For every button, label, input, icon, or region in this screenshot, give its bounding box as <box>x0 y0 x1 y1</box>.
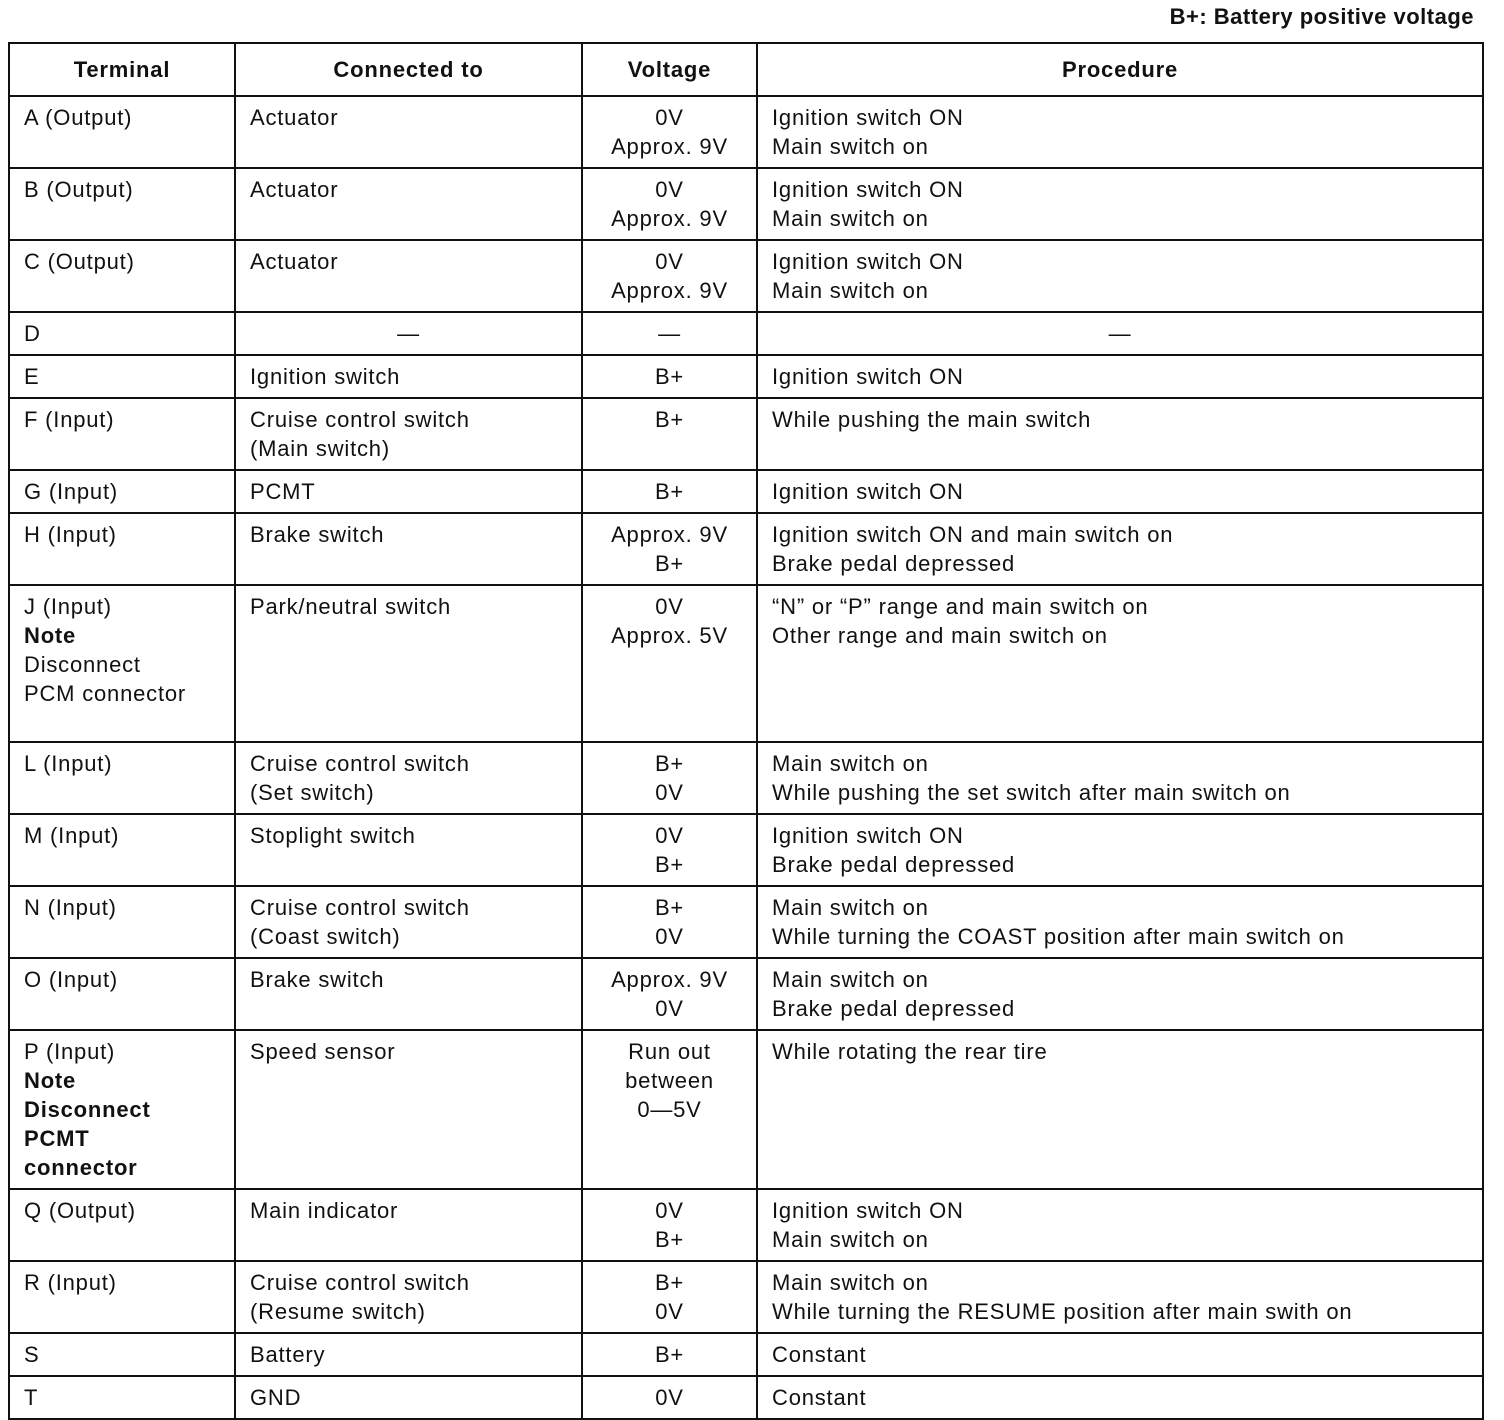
cell-line: H (Input) <box>24 522 117 547</box>
header-procedure: Procedure <box>757 43 1483 96</box>
procedure-cell <box>757 742 1483 814</box>
cell-line: 0V <box>655 823 684 848</box>
cell-line: Cruise control switch <box>250 407 470 432</box>
terminal-cell <box>9 1189 235 1261</box>
cell-line: B+ <box>654 895 685 920</box>
cell-line: B+ <box>654 364 685 389</box>
table-row <box>9 742 1483 814</box>
voltage-cell <box>582 1030 757 1189</box>
cell-line: 0V <box>655 1299 684 1324</box>
terminal-cell <box>9 814 235 886</box>
cell-line: B+ <box>654 751 685 776</box>
cell-line: PCMT <box>250 479 316 504</box>
terminal-cell <box>9 96 235 168</box>
cell-line: Approx. 9V <box>611 522 728 547</box>
table-row <box>9 1261 1483 1333</box>
cell-line: C (Output) <box>24 249 135 274</box>
terminal-cell <box>9 886 235 958</box>
terminal-cell <box>9 1333 235 1376</box>
cell-line: Brake pedal depressed <box>772 852 1016 877</box>
terminal-cell <box>9 312 235 355</box>
cell-line: B+ <box>654 407 685 432</box>
cell-line: Ignition switch ON <box>772 249 964 274</box>
battery-voltage-legend: B+: Battery positive voltage <box>1169 4 1474 29</box>
terminal-note-line: Note <box>24 623 77 648</box>
cell-line: B+ <box>654 1342 685 1367</box>
cell-line: Cruise control switch <box>250 895 470 920</box>
cell-line: Main switch on <box>772 206 929 231</box>
table-row <box>9 96 1483 168</box>
terminal-note-line: PCMT <box>24 1126 90 1151</box>
cell-line: Approx. 9V <box>611 967 728 992</box>
terminal-cell <box>9 742 235 814</box>
cell-line: — <box>1108 321 1132 346</box>
cell-line: B+ <box>654 551 685 576</box>
cell-line: Actuator <box>250 249 339 274</box>
cell-line: Ignition switch ON <box>772 177 964 202</box>
cell-line: Ignition switch ON <box>772 364 964 389</box>
cell-line: Approx. 9V <box>611 134 728 159</box>
terminal-voltage-table <box>8 42 1484 1420</box>
procedure-cell <box>757 96 1483 168</box>
procedure-cell <box>757 1261 1483 1333</box>
cell-line: GND <box>250 1385 302 1410</box>
cell-line: — <box>658 321 681 346</box>
connected-to-cell <box>235 96 582 168</box>
cell-line: Actuator <box>250 177 339 202</box>
table-body <box>9 96 1483 1419</box>
terminal-cell <box>9 398 235 470</box>
cell-line: 0V <box>655 1385 684 1410</box>
cell-line: (Set switch) <box>250 780 375 805</box>
cell-line: F (Input) <box>24 407 115 432</box>
table-row <box>9 958 1483 1030</box>
cell-line: Brake switch <box>250 522 385 547</box>
cell-line: 0V <box>655 924 684 949</box>
terminal-cell <box>9 585 235 742</box>
table-row <box>9 585 1483 742</box>
cell-line: Cruise control switch <box>250 751 470 776</box>
header-connected-to: Connected to <box>235 43 582 96</box>
connected-to-cell <box>235 585 582 742</box>
cell-line: Approx. 9V <box>611 278 728 303</box>
table-row <box>9 398 1483 470</box>
terminal-note-line: Disconnect <box>24 1097 151 1122</box>
cell-line: Constant <box>772 1385 867 1410</box>
procedure-cell <box>757 168 1483 240</box>
connected-to-cell <box>235 958 582 1030</box>
cell-line: Battery <box>250 1342 326 1367</box>
connected-to-cell <box>235 814 582 886</box>
cell-line: 0V <box>655 594 684 619</box>
cell-line: While rotating the rear tire <box>772 1039 1048 1064</box>
cell-line: Actuator <box>250 105 339 130</box>
procedure-cell <box>757 240 1483 312</box>
cell-line: 0V <box>655 249 684 274</box>
cell-line: Main switch on <box>772 1270 929 1295</box>
voltage-cell <box>582 312 757 355</box>
procedure-cell <box>757 513 1483 585</box>
cell-line: A (Output) <box>24 105 133 130</box>
terminal-cell <box>9 355 235 398</box>
terminal-cell <box>9 168 235 240</box>
cell-line: G (Input) <box>24 479 119 504</box>
cell-line: Approx. 9V <box>611 206 728 231</box>
procedure-cell <box>757 886 1483 958</box>
cell-line: Main switch on <box>772 751 929 776</box>
cell-line: While turning the COAST position after main switch on <box>772 924 1345 949</box>
cell-line: Run out <box>628 1039 711 1064</box>
connected-to-cell <box>235 470 582 513</box>
terminal-cell <box>9 1376 235 1419</box>
table-row <box>9 1376 1483 1419</box>
procedure-cell <box>757 470 1483 513</box>
cell-line: Ignition switch ON <box>772 105 964 130</box>
table-row <box>9 355 1483 398</box>
terminal-note-line: Disconnect <box>24 652 141 677</box>
connected-to-cell <box>235 886 582 958</box>
cell-line: 0V <box>655 177 684 202</box>
terminal-cell <box>9 1030 235 1189</box>
cell-line: M (Input) <box>24 823 120 848</box>
procedure-cell <box>757 1333 1483 1376</box>
cell-line: B+ <box>654 852 685 877</box>
procedure-cell <box>757 585 1483 742</box>
cell-line: Main switch on <box>772 278 929 303</box>
cell-line: Stoplight switch <box>250 823 416 848</box>
terminal-cell <box>9 1261 235 1333</box>
voltage-cell <box>582 240 757 312</box>
cell-line: N (Input) <box>24 895 117 920</box>
procedure-cell <box>757 1189 1483 1261</box>
cell-line: While turning the RESUME position after main swith on <box>772 1299 1353 1324</box>
voltage-cell <box>582 886 757 958</box>
cell-line: B+ <box>654 1227 685 1252</box>
cell-line: Park/neutral switch <box>250 594 452 619</box>
table-row <box>9 814 1483 886</box>
procedure-cell <box>757 1376 1483 1419</box>
voltage-cell <box>582 96 757 168</box>
cell-line: Ignition switch ON and main switch on <box>772 522 1174 547</box>
cell-line: While pushing the set switch after main switch on <box>772 780 1291 805</box>
terminal-cell <box>9 958 235 1030</box>
terminal-cell <box>9 470 235 513</box>
cell-line: Cruise control switch <box>250 1270 470 1295</box>
voltage-cell <box>582 355 757 398</box>
voltage-cell <box>582 958 757 1030</box>
cell-line: B+ <box>654 1270 685 1295</box>
voltage-cell <box>582 814 757 886</box>
cell-line: Constant <box>772 1342 867 1367</box>
voltage-cell <box>582 1376 757 1419</box>
table-row <box>9 1189 1483 1261</box>
cell-line: T <box>24 1385 39 1410</box>
connected-to-cell <box>235 1333 582 1376</box>
cell-line: Brake switch <box>250 967 385 992</box>
header-voltage: Voltage <box>582 43 757 96</box>
cell-line: O (Input) <box>24 967 119 992</box>
terminal-note-line: Note <box>24 1068 77 1093</box>
cell-line: (Resume switch) <box>250 1299 426 1324</box>
voltage-cell <box>582 470 757 513</box>
connected-to-cell <box>235 355 582 398</box>
voltage-cell <box>582 742 757 814</box>
procedure-cell <box>757 958 1483 1030</box>
procedure-cell <box>757 814 1483 886</box>
procedure-cell <box>757 1030 1483 1189</box>
connected-to-cell <box>235 1376 582 1419</box>
terminal-note-line: PCM connector <box>24 681 187 706</box>
cell-line: R (Input) <box>24 1270 117 1295</box>
cell-line: Speed sensor <box>250 1039 396 1064</box>
terminal-note-line: connector <box>24 1155 138 1180</box>
connected-to-cell <box>235 742 582 814</box>
voltage-cell <box>582 1333 757 1376</box>
cell-line: (Main switch) <box>250 436 390 461</box>
cell-line: Main switch on <box>772 967 929 992</box>
cell-line: Ignition switch ON <box>772 479 964 504</box>
cell-line: While pushing the main switch <box>772 407 1092 432</box>
table-row <box>9 240 1483 312</box>
voltage-cell <box>582 1189 757 1261</box>
cell-line: Ignition switch ON <box>772 1198 964 1223</box>
cell-line: B+ <box>654 479 685 504</box>
voltage-cell <box>582 1261 757 1333</box>
cell-line: 0V <box>655 780 684 805</box>
connected-to-cell <box>235 513 582 585</box>
table-row <box>9 513 1483 585</box>
cell-line: Q (Output) <box>24 1198 136 1223</box>
voltage-cell <box>582 585 757 742</box>
connected-to-cell <box>235 1189 582 1261</box>
table-row <box>9 168 1483 240</box>
cell-line: E <box>24 364 40 389</box>
table-row <box>9 1333 1483 1376</box>
cell-line: Approx. 5V <box>611 623 728 648</box>
voltage-cell <box>582 398 757 470</box>
cell-line: between <box>625 1068 714 1093</box>
cell-line: Main indicator <box>250 1198 399 1223</box>
cell-line: “N” or “P” range and main switch on <box>772 594 1149 619</box>
procedure-cell <box>757 312 1483 355</box>
cell-line: (Coast switch) <box>250 924 401 949</box>
cell-line: 0V <box>655 996 684 1021</box>
terminal-cell <box>9 240 235 312</box>
table-row <box>9 312 1483 355</box>
cell-line: 0—5V <box>637 1097 702 1122</box>
cell-line: Ignition switch ON <box>772 823 964 848</box>
table-row <box>9 470 1483 513</box>
voltage-cell <box>582 168 757 240</box>
cell-line: 0V <box>655 105 684 130</box>
table-header-row <box>9 43 1483 96</box>
cell-line: 0V <box>655 1198 684 1223</box>
cell-line: Main switch on <box>772 895 929 920</box>
connected-to-cell <box>235 240 582 312</box>
connected-to-cell <box>235 168 582 240</box>
cell-line: P (Input) <box>24 1039 116 1064</box>
table-row <box>9 886 1483 958</box>
connected-to-cell <box>235 1261 582 1333</box>
cell-line: Other range and main switch on <box>772 623 1108 648</box>
cell-line: D <box>24 321 41 346</box>
connected-to-cell <box>235 398 582 470</box>
terminal-cell <box>9 513 235 585</box>
header-terminal: Terminal <box>9 43 235 96</box>
procedure-cell <box>757 398 1483 470</box>
cell-line: Ignition switch <box>250 364 401 389</box>
cell-line: Brake pedal depressed <box>772 551 1016 576</box>
cell-line: — <box>397 321 420 346</box>
connected-to-cell <box>235 1030 582 1189</box>
cell-line: Main switch on <box>772 1227 929 1252</box>
cell-line: S <box>24 1342 40 1367</box>
table-row <box>9 1030 1483 1189</box>
procedure-cell <box>757 355 1483 398</box>
cell-line: B (Output) <box>24 177 134 202</box>
connected-to-cell <box>235 312 582 355</box>
cell-line: Brake pedal depressed <box>772 996 1016 1021</box>
cell-line: J (Input) <box>24 594 112 619</box>
cell-line: L (Input) <box>24 751 113 776</box>
voltage-cell <box>582 513 757 585</box>
cell-line: Main switch on <box>772 134 929 159</box>
